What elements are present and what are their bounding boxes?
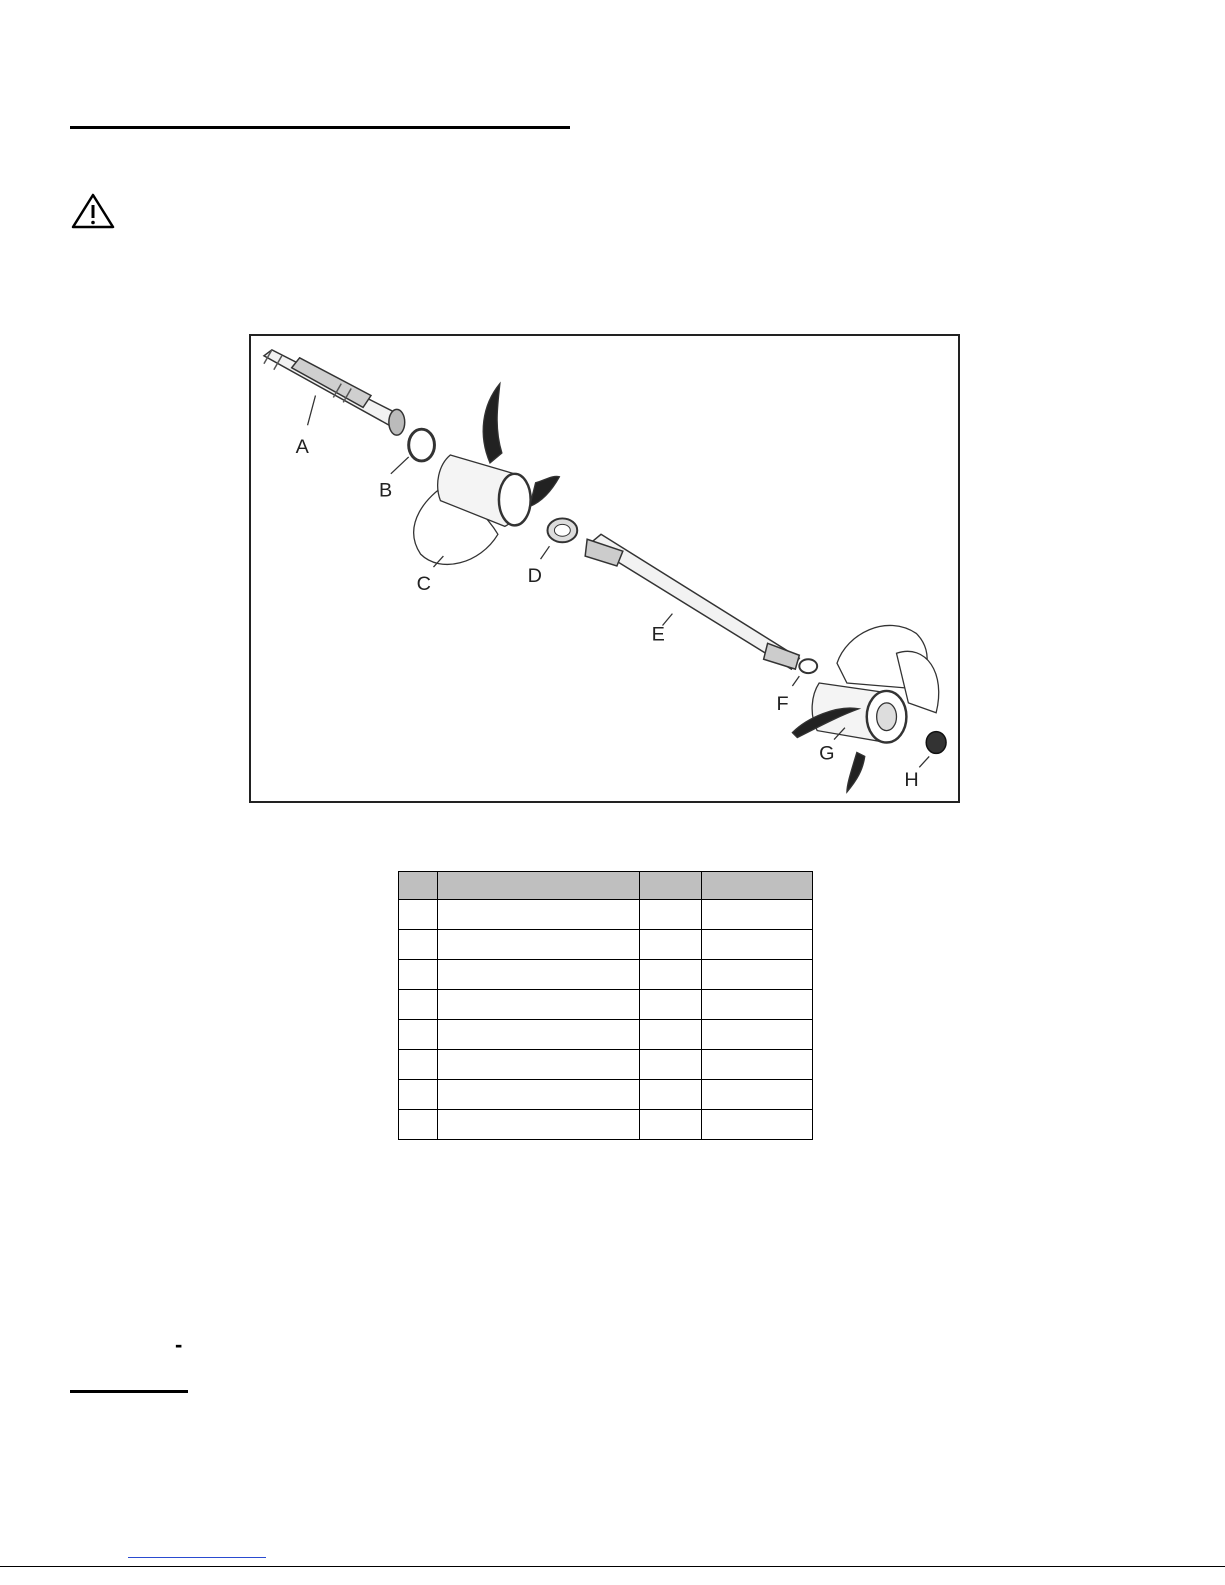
part-h-nut	[926, 732, 946, 754]
table-cell	[438, 1050, 640, 1080]
part-c-propeller	[414, 384, 560, 565]
table-cell	[438, 900, 640, 930]
table-cell	[640, 900, 702, 930]
table-cell	[640, 1020, 702, 1050]
list-dash: -	[175, 1332, 183, 1357]
table-row	[399, 1110, 813, 1140]
table-cell	[399, 1110, 438, 1140]
table-cell	[640, 930, 702, 960]
part-d-nut	[547, 518, 577, 542]
table-row	[399, 930, 813, 960]
section-underline	[70, 1390, 188, 1393]
callout-h: H	[904, 769, 919, 792]
table-header-cell	[702, 872, 813, 900]
table-cell	[438, 1110, 640, 1140]
table-row	[399, 1050, 813, 1080]
callout-c: C	[416, 572, 431, 595]
table-cell	[640, 1050, 702, 1080]
callout-d: D	[527, 564, 542, 587]
callout-g: G	[819, 742, 835, 765]
title-underline	[70, 126, 570, 129]
parts-table	[398, 871, 813, 1140]
exploded-propeller-diagram	[249, 334, 960, 803]
table-row	[399, 990, 813, 1020]
table-header-row	[399, 872, 813, 900]
table-cell	[702, 960, 813, 990]
table-cell	[702, 930, 813, 960]
table-cell	[702, 1110, 813, 1140]
table-cell	[438, 1080, 640, 1110]
table-cell	[399, 930, 438, 960]
table-cell	[702, 1050, 813, 1080]
table-header-cell	[399, 872, 438, 900]
diagram-svg	[251, 336, 958, 801]
table-row	[399, 1020, 813, 1050]
callout-a: A	[295, 435, 309, 458]
table-cell	[399, 1080, 438, 1110]
table-cell	[438, 990, 640, 1020]
table-cell	[399, 990, 438, 1020]
table-row	[399, 960, 813, 990]
table-cell	[399, 960, 438, 990]
callout-f: F	[776, 692, 789, 715]
footer-rule	[0, 1566, 1225, 1567]
table-cell	[640, 990, 702, 1020]
table-cell	[702, 1080, 813, 1110]
warning-triangle-icon	[70, 192, 116, 230]
callout-e: E	[651, 623, 665, 646]
part-e-shaft	[585, 534, 799, 669]
table-cell	[702, 990, 813, 1020]
table-cell	[702, 1020, 813, 1050]
part-a-shaft	[264, 350, 405, 435]
table-cell	[399, 1050, 438, 1080]
table-row	[399, 900, 813, 930]
table-cell	[702, 900, 813, 930]
table-cell	[399, 900, 438, 930]
table-cell	[640, 1110, 702, 1140]
table-cell	[640, 960, 702, 990]
table-header-cell	[438, 872, 640, 900]
table-cell	[438, 1020, 640, 1050]
table-row	[399, 1080, 813, 1110]
table-cell	[399, 1020, 438, 1050]
part-g-propeller	[792, 625, 938, 792]
table-header-cell	[640, 872, 702, 900]
part-f-ring	[799, 659, 817, 673]
part-b-ring	[409, 429, 435, 461]
table-cell	[640, 1080, 702, 1110]
table-cell	[438, 960, 640, 990]
footer-link-underline[interactable]	[128, 1557, 266, 1558]
callout-b: B	[378, 479, 393, 502]
table-cell	[438, 930, 640, 960]
